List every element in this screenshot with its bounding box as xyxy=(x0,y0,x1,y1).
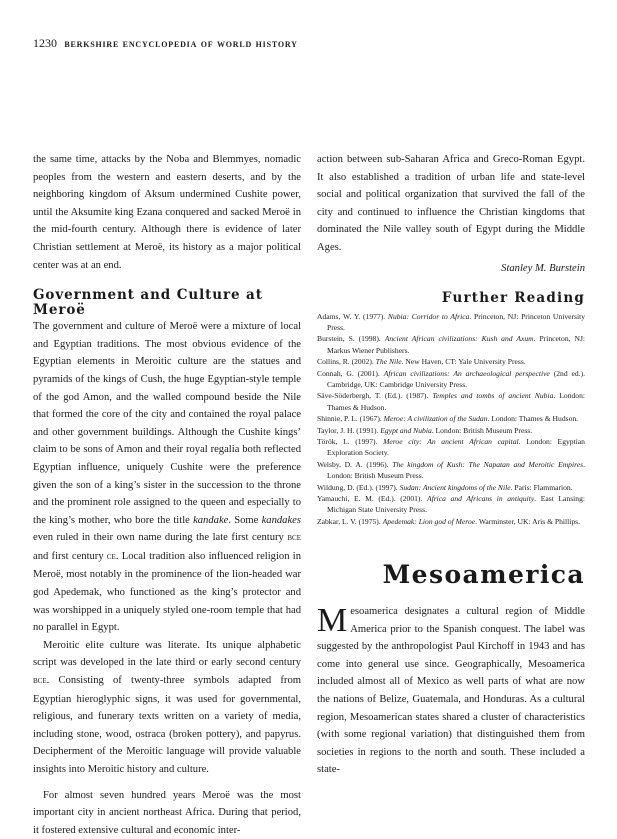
era-abbrev: ce xyxy=(106,551,116,562)
article-body xyxy=(317,603,585,779)
reference-item: Welsby, D. A. (1996). The kingdom of Kush: The Napatan and Meroitic Empires. London: British Museum Press. xyxy=(317,459,585,481)
reference-item: Connah, G. (2001). African civilizations: An archaeological perspective (2nd ed.). Cambridge, UK: Cambridge University Press. xyxy=(317,368,585,389)
reference-item: Yamauchi, E. M. (Ed.). (2001). Africa and Africans in antiquity. East Lansing: Michigan State University Press. xyxy=(317,494,585,515)
reference-item: Burstein, S. (1998). Ancient African civilizations: Kush and Axum. Princeton, NJ: Markus Wiener Publishers. xyxy=(317,334,586,355)
drop-cap: M xyxy=(317,602,348,639)
article-intro: Mesoamerica designates a cultural region of Middle America prior to the Spanish conquest. The label was suggested by the anthropologist Paul Kirchoff in 1943 and has come into general use since. Geographically, Mesoamerica included almost all of Mexico as well parts of what are now the nations of Belize, Guatemala, and Honduras. As a cultural region, Mesoamerican states shared a cluster of characteristics (with some regional variation) that distinguished them from societies in regions to the north and south. These included a state- xyxy=(317,602,585,776)
reference-item: Wildung, D. (Ed.). (1997). Sudan: Ancient kingdoms of the Nile. Paris: Flammarion. xyxy=(317,482,573,492)
reference-item: Collins, R. (2002). The Nile. New Haven, CT: Yale University Press. xyxy=(317,357,526,367)
paragraph: the same time, attacks by the Noba and Blemmyes, nomadic peoples from the western and eastern deserts, and by the neighboring kingdom of Aksum undermined Cushite power, until the Aksumite king Ezana conquered and sacked Meroë in the mid-fourth century. Although there is evidence of later Christian settlement at Meroë, its history as a major political center was at an end. xyxy=(33,154,301,271)
author-byline: Stanley M. Burstein xyxy=(501,262,585,274)
reference-item: Adams, W. Y. (1977). Nubia: Corridor to Africa. Princeton, NJ: Princeton University Press. xyxy=(317,311,585,332)
further-reading-heading: Further Reading xyxy=(441,289,585,306)
italic-term: kandake xyxy=(193,514,229,526)
italic-term: kandakes xyxy=(261,514,301,526)
running-head xyxy=(33,36,298,51)
page-number: 1230 xyxy=(33,36,57,50)
reference-item: Shinnie, P. L. (1967). Meroe: A civilization of the Sudan. London: Thames & Hudson. xyxy=(317,414,579,424)
reference-item: Taylor, J. H. (1991). Egypt and Nubia. London: British Museum Press. xyxy=(317,425,533,435)
right-column xyxy=(317,151,585,527)
reference-list xyxy=(317,311,585,528)
paragraph: Meroitic elite culture was literate. Its unique alphabetic script was developed in the late third or early second century bce. Consisting of twenty-three symbols adapted from Egyptian hieroglyphic signs, it was used for governmental, religious, and funerary texts written on a variety of media, including stone, wood, ostraca (broken pottery), and papyrus. Decipherment of the Meroitic language will provide valuable insights into Meroitic history and culture. xyxy=(33,639,301,775)
reference-item: Zabkar, L. V. (1975). Apedemak: Lion god of Meroe. Warminster, UK: Aris & Phillips. xyxy=(317,516,580,526)
left-column xyxy=(33,151,301,839)
paragraph: For almost seven hundred years Meroë was the most important city in ancient northeast Africa. During that period, it fostered extensive cultural and economic inter- xyxy=(33,789,301,836)
era-abbrev: bce xyxy=(33,676,47,687)
era-abbrev: bce xyxy=(287,533,301,544)
article-title: Mesoamerica xyxy=(382,560,585,589)
reference-item: Török, L. (1997). Meroe city: An ancient African capital. London: Egyptian Exploration Society. xyxy=(317,437,585,458)
paragraph: The government and culture of Meroë were a mixture of local and Egyptian traditions. The most obvious evidence of the Egyptian elements in Meroitic culture are the statues and pyramids of the kings of Cush, the huge Egyptian-style temple of the god Amon, and the walled compound beside the Nile that formed the core of the city and contained the royal palace and other government buildings. Although the Cushite kings’ claim to be sons of Amon and their royal regalia both reflected Egyptian influence, uniquely Cushite were the preference given the son of a king’s sister in the succession to the throne and the prominent role assigned to the queen and especially to the king’s mother, who bore the title kandake. Some kandakes even ruled in their own name during the late first century bce and first century ce. Local tradition also influenced religion in Meroë, most notably in the prominence of the lion-headed war god Apedemak, who functioned as the king’s protector and was worshipped in a uniquely styled one-room temple that had no parallel in Egypt. xyxy=(33,321,301,634)
book-title: berkshire encyclopedia of world history xyxy=(64,38,298,50)
reference-item: Säve-Söderbergh, T. (Ed.). (1987). Temples and tombs of ancient Nubia. London: Thames & Hudson. xyxy=(317,391,586,412)
section-heading: Government and Culture at Meroë xyxy=(33,287,263,319)
paragraph: action between sub-Saharan Africa and Greco-Roman Egypt. It also established a tradition of urban life and state-level social and political organization that survived the fall of the city and continued to influence the Christian kingdoms that dominated the Nile valley south of Egypt during the Middle Ages. xyxy=(317,154,585,253)
